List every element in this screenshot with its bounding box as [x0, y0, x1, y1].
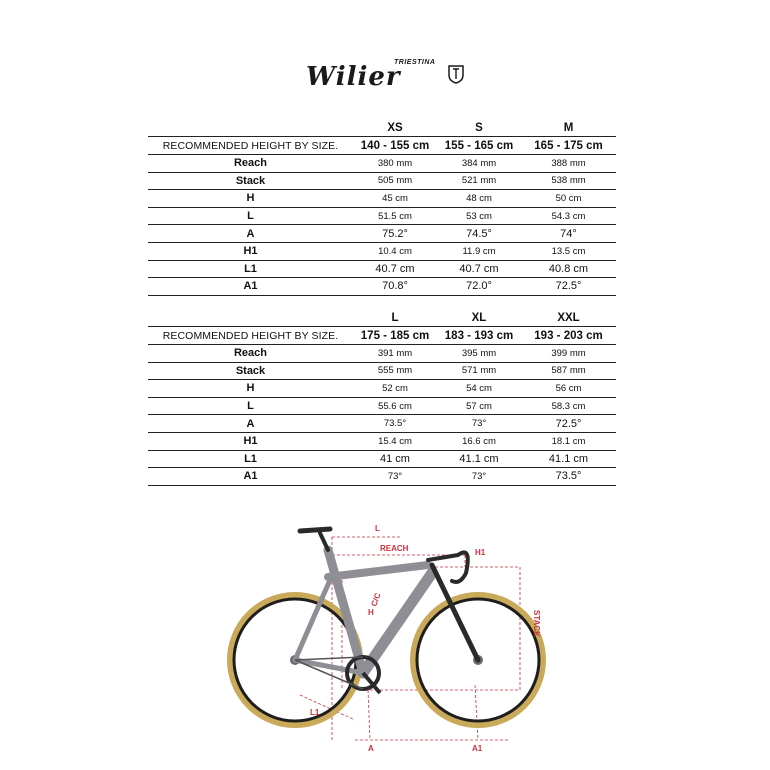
geometry-table-2 — [148, 307, 616, 486]
table-cell: 10.4 cm — [353, 242, 437, 260]
label-a1: A1 — [472, 744, 483, 753]
table-row — [148, 432, 616, 450]
label-stack: STACK — [532, 610, 541, 637]
table-row — [148, 468, 616, 486]
label-a: A — [368, 744, 374, 753]
table-cell: 73.5° — [353, 415, 437, 433]
row-label: A1 — [148, 278, 353, 296]
table-cell: 175 - 185 cm — [353, 327, 437, 345]
table-cell: 13.5 cm — [521, 242, 616, 260]
table-cell: 72.5° — [521, 415, 616, 433]
bike-frame — [295, 550, 478, 673]
label-l1: L1 — [310, 708, 320, 717]
row-label: L — [148, 207, 353, 225]
table-cell: 55.6 cm — [353, 397, 437, 415]
table-cell: 72.5° — [521, 278, 616, 296]
row-label: RECOMMENDED HEIGHT BY SIZE. — [148, 137, 353, 155]
table-cell: 16.6 cm — [437, 432, 521, 450]
table-cell: 75.2° — [353, 225, 437, 243]
table-cell: 52 cm — [353, 380, 437, 398]
table-cell: 165 - 175 cm — [521, 137, 616, 155]
row-label: A — [148, 415, 353, 433]
table-cell: 54 cm — [437, 380, 521, 398]
row-label: H — [148, 380, 353, 398]
bike-geometry-diagram — [220, 515, 550, 755]
table-row — [148, 362, 616, 380]
recommended-height-row — [148, 137, 616, 155]
table-cell: 193 - 203 cm — [521, 327, 616, 345]
table-cell: 11.9 cm — [437, 242, 521, 260]
geometry-table-1 — [148, 117, 616, 296]
table-cell: 40.8 cm — [521, 260, 616, 278]
table-cell: 74.5° — [437, 225, 521, 243]
table-cell: 58.3 cm — [521, 397, 616, 415]
row-label: A — [148, 225, 353, 243]
label-cc: C/C — [369, 591, 383, 608]
table-cell: 384 mm — [437, 155, 521, 173]
table-row — [148, 380, 616, 398]
table-row — [148, 190, 616, 208]
row-label: Stack — [148, 172, 353, 190]
table-cell: 521 mm — [437, 172, 521, 190]
table-cell: 72.0° — [437, 278, 521, 296]
table-row — [148, 278, 616, 296]
label-h1: H1 — [475, 548, 486, 557]
table-cell: 587 mm — [521, 362, 616, 380]
label-h: H — [368, 608, 374, 617]
table-row — [148, 450, 616, 468]
row-label: Reach — [148, 155, 353, 173]
logo-subtext: TRIESTINA — [394, 59, 436, 66]
table-cell: 395 mm — [437, 345, 521, 363]
logo-wordmark: Wilier — [306, 62, 401, 92]
header-empty — [148, 117, 353, 137]
table-row — [148, 397, 616, 415]
table-cell: 40.7 cm — [353, 260, 437, 278]
table-row — [148, 207, 616, 225]
table-cell: 183 - 193 cm — [437, 327, 521, 345]
label-l: L — [375, 524, 380, 533]
table-cell: 56 cm — [521, 380, 616, 398]
table-cell: 538 mm — [521, 172, 616, 190]
table-cell: 571 mm — [437, 362, 521, 380]
table-row — [148, 225, 616, 243]
size-header: XS — [353, 117, 437, 137]
row-label: H — [148, 190, 353, 208]
size-header-row — [148, 117, 616, 137]
table-row — [148, 345, 616, 363]
table-cell: 73° — [437, 468, 521, 486]
table-cell: 74° — [521, 225, 616, 243]
table-cell: 54.3 cm — [521, 207, 616, 225]
table-cell: 73.5° — [521, 468, 616, 486]
row-label: RECOMMENDED HEIGHT BY SIZE. — [148, 327, 353, 345]
table-cell: 41 cm — [353, 450, 437, 468]
table-cell: 70.8° — [353, 278, 437, 296]
table-cell: 51.5 cm — [353, 207, 437, 225]
row-label: L1 — [148, 450, 353, 468]
table-cell: 155 - 165 cm — [437, 137, 521, 155]
table-row — [148, 415, 616, 433]
table-row — [148, 172, 616, 190]
table-cell: 53 cm — [437, 207, 521, 225]
size-header: XL — [437, 307, 521, 327]
row-label: Stack — [148, 362, 353, 380]
table-cell: 380 mm — [353, 155, 437, 173]
table-cell: 48 cm — [437, 190, 521, 208]
size-header-row — [148, 307, 616, 327]
shield-emblem-icon — [446, 64, 466, 84]
table-cell: 15.4 cm — [353, 432, 437, 450]
table-cell: 41.1 cm — [521, 450, 616, 468]
row-label: H1 — [148, 242, 353, 260]
table-cell: 40.7 cm — [437, 260, 521, 278]
table-cell: 41.1 cm — [437, 450, 521, 468]
table-cell: 45 cm — [353, 190, 437, 208]
table-cell: 555 mm — [353, 362, 437, 380]
table-cell: 50 cm — [521, 190, 616, 208]
table-cell: 399 mm — [521, 345, 616, 363]
header-empty — [148, 307, 353, 327]
table-cell: 140 - 155 cm — [353, 137, 437, 155]
row-label: L1 — [148, 260, 353, 278]
table-cell: 18.1 cm — [521, 432, 616, 450]
row-label: Reach — [148, 345, 353, 363]
label-reach: REACH — [380, 544, 409, 553]
row-label: A1 — [148, 468, 353, 486]
recommended-height-row — [148, 327, 616, 345]
brand-logo — [300, 58, 475, 98]
size-header: S — [437, 117, 521, 137]
table-cell: 73° — [437, 415, 521, 433]
size-header: L — [353, 307, 437, 327]
table-row — [148, 260, 616, 278]
table-cell: 391 mm — [353, 345, 437, 363]
table-row — [148, 155, 616, 173]
table-cell: 57 cm — [437, 397, 521, 415]
row-label: H1 — [148, 432, 353, 450]
table-cell: 505 mm — [353, 172, 437, 190]
table-cell: 388 mm — [521, 155, 616, 173]
row-label: L — [148, 397, 353, 415]
size-header: XXL — [521, 307, 616, 327]
table-cell: 73° — [353, 468, 437, 486]
size-header: M — [521, 117, 616, 137]
table-row — [148, 242, 616, 260]
